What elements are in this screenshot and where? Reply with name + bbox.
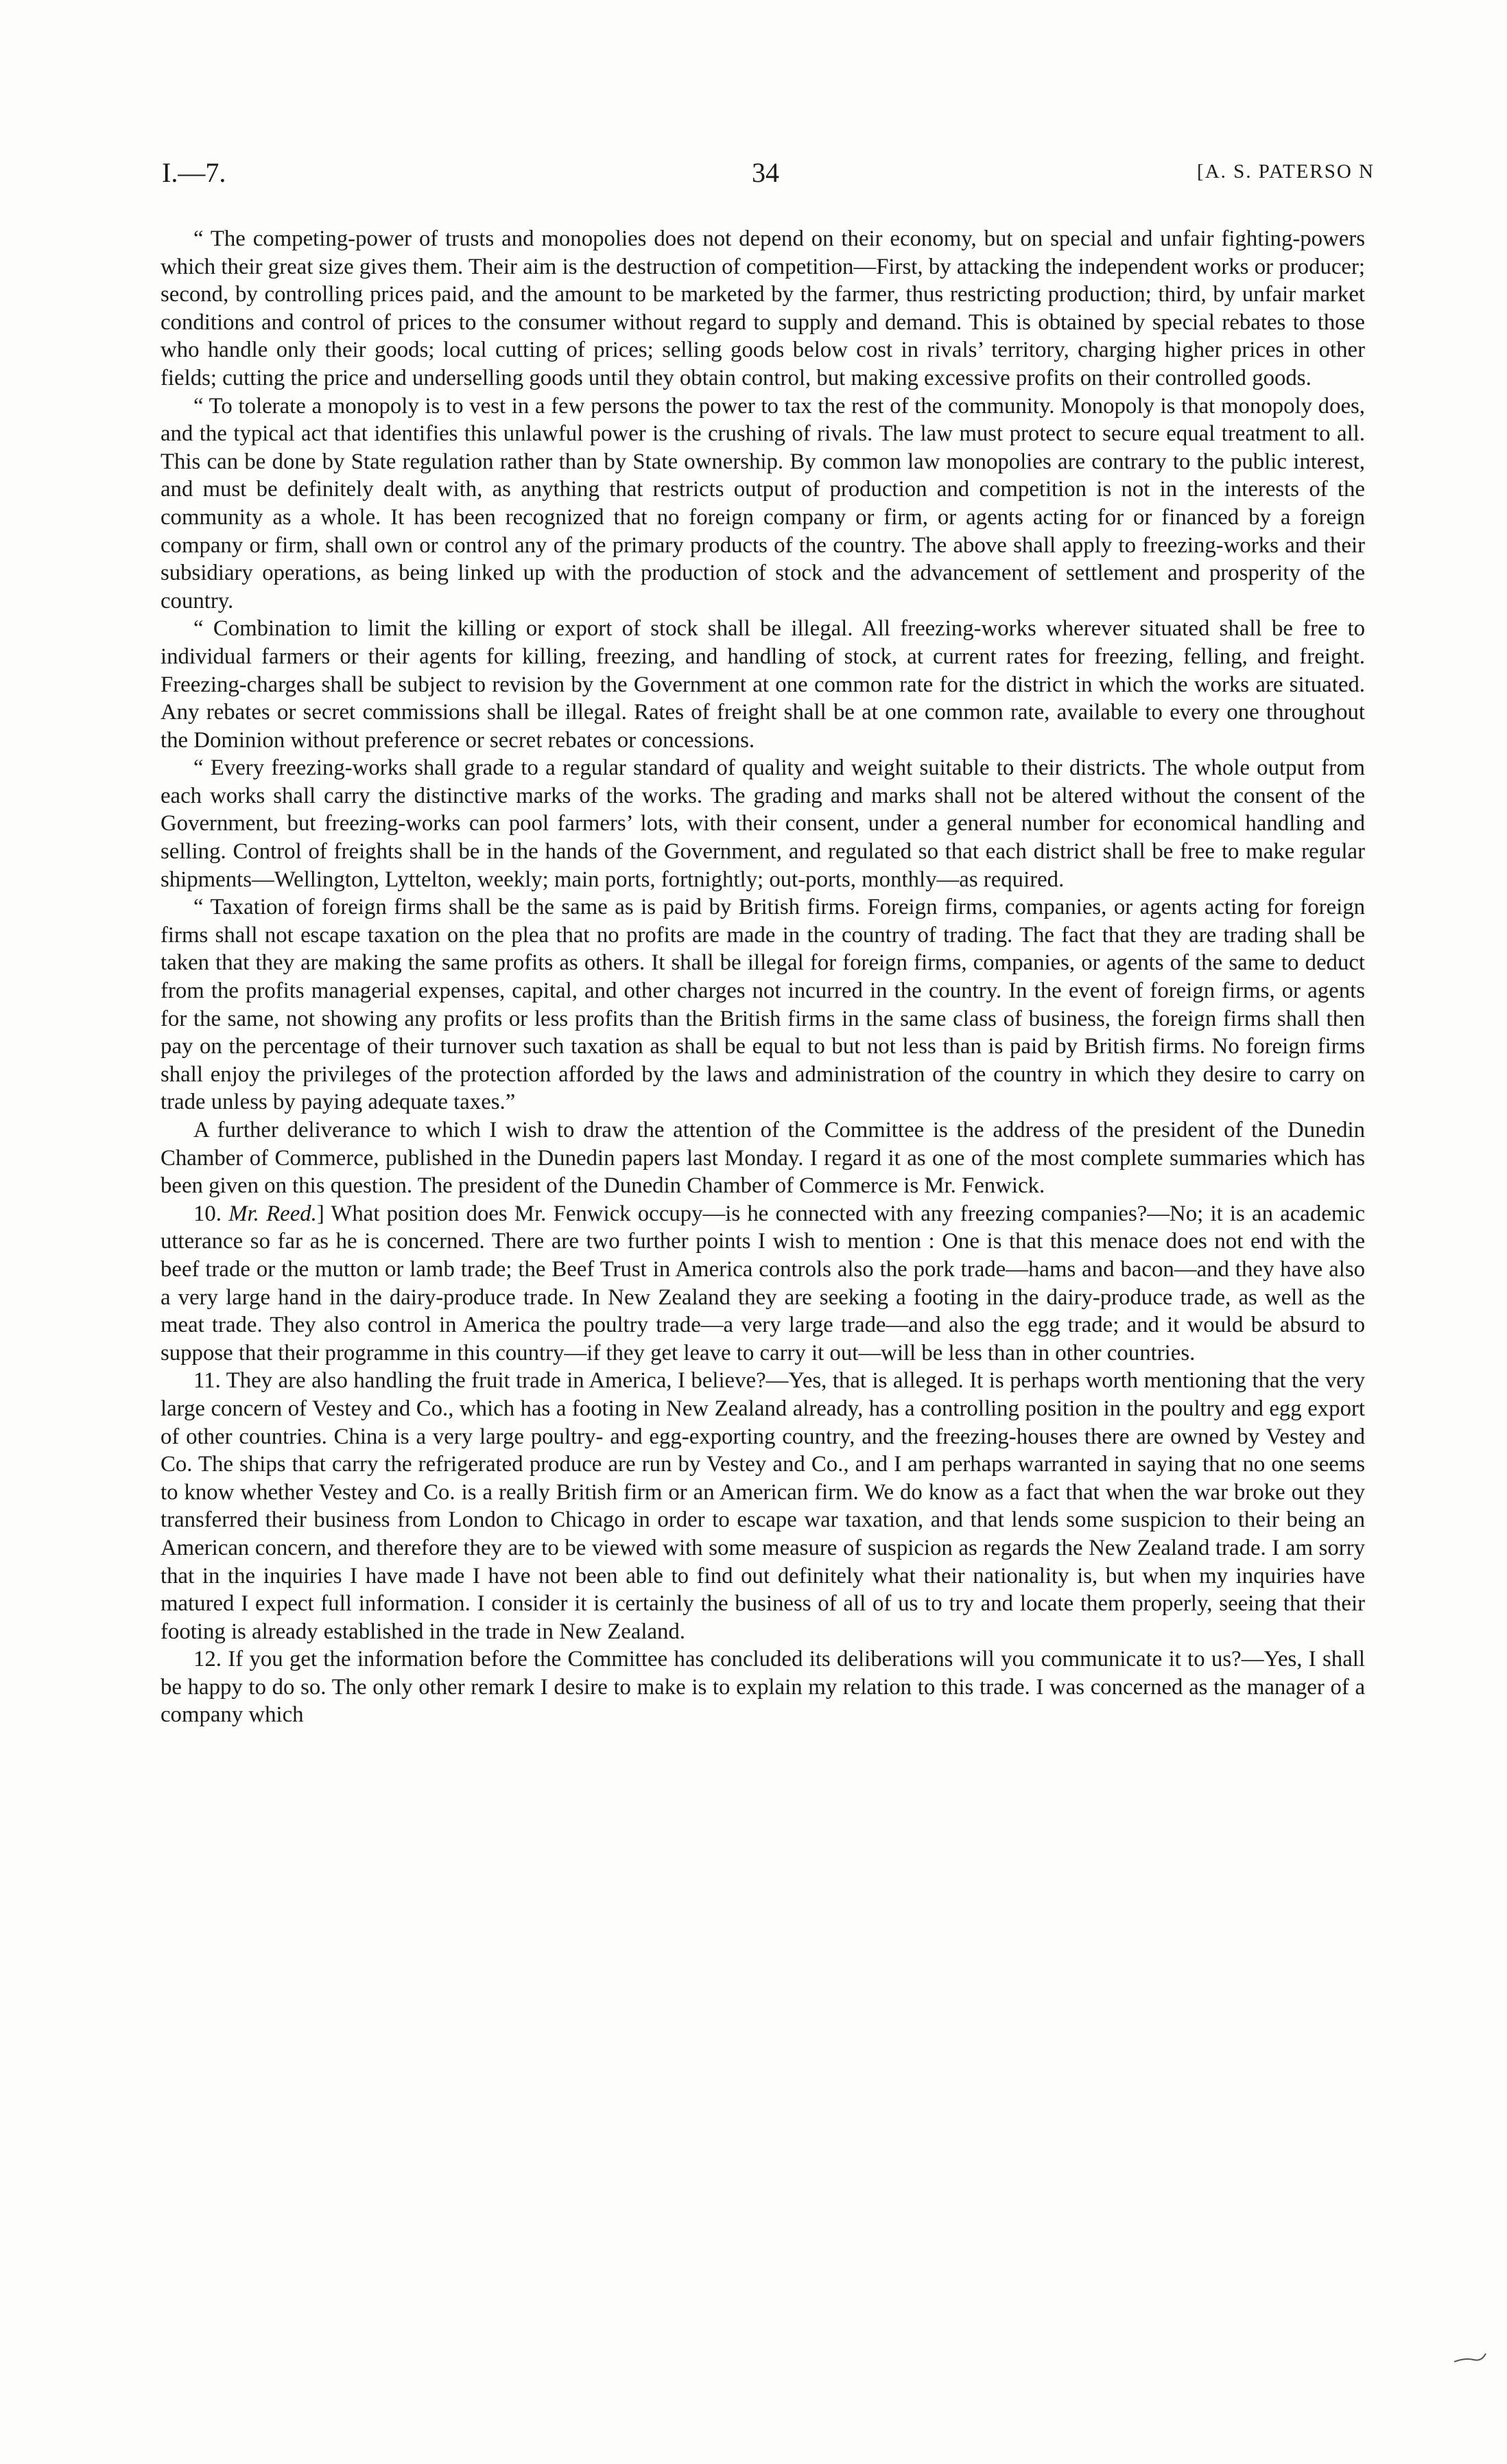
witness-reference: [A. S. PATERSO N xyxy=(1197,161,1375,183)
question-text: What position does Mr. Fenwick occupy—is he connected with any freezing companies?—No; it is an academic utterance so far as he is concerned. There are two further points I wish to mention : One is that this menace does not end with the beef trade or the mutton or lamb trade; the Beef Trust in America controls also the pork trade—hams and bacon—and they have also a very large hand in the dairy-produce trade. In New Zealand they are seeking a footing in the dairy-produce trade, as well as the meat trade. They also control in America the poultry trade—a very large trade—and also the egg trade; and it would be absurd to suppose that their programme in this country—if they get leave to carry it out—will be less than in other countries. xyxy=(161,1201,1366,1365)
question-number: 10. xyxy=(193,1201,222,1226)
question-bracket: ] xyxy=(316,1201,324,1226)
paragraph-deliverance: A further deliverance to which I wish to draw the attention of the Committee is the address of the president of the Dunedin Chamber of Commerce, published in the Dunedin papers last Monday. I regard it as one of the most complete summaries which has been given on this question. The president of the Dunedin Chamber of Commerce is Mr. Fenwick. xyxy=(161,1118,1365,1199)
paragraph-quote-2: “ To tolerate a monopoly is to vest in a few persons the power to tax the rest of the community. Monopoly is that monopoly does, and the typical act that identifies this unlawful power is the crushing of rivals. The law must protect to secure equal treatment to all. This can be done by State regulation rather than by State ownership. By common law monopolies are contrary to the public interest, and must be definitely dealt with, as anything that restricts output of production and competition is not in the interests of the community as a whole. It has been recognized that no foreign company or firm, or agents acting for or financed by a foreign company or firm, shall own or control any of the primary products of the country. The above shall apply to freezing-works and their subsidiary operations, as being linked up with the production of stock and the advancement of settlement and prosperity of the country. xyxy=(161,393,1365,613)
paragraph-quote-5: “ Taxation of foreign firms shall be the same as is paid by British firms. Foreign firms, companies, or agents acting for foreign firms shall not escape taxation on the plea that no profits are made in the country of trading. The fact that they are trading shall be taken that they are making the same profits as others. It shall be illegal for foreign firms, companies, or agents of the same to deduct from the profits managerial expenses, capital, and other charges not incurred in the country. In the event of foreign firms, or agents for the same, not showing any profits or less profits than the British firms in the same class of business, the foreign firms shall then pay on the percentage of their turnover such taxation as shall be equal to but not less than is paid by British firms. No foreign firms shall enjoy the privileges of the protection afforded by the laws and administration of the country in which they desire to carry on trade unless by paying adequate taxes.” xyxy=(161,895,1365,1115)
question-text: If you get the information before the Committee has concluded its deliberations will you communicate it to us?—Yes, I shall be happy to do so. The only other remark I desire to make is to explain my relation to this trade. I was concerned as the manager of a company which xyxy=(161,1647,1365,1728)
parliamentary-paper-reference: I.—7. xyxy=(162,157,226,188)
question-number: 12. xyxy=(193,1647,222,1672)
questioner-name: Mr. Reed. xyxy=(228,1201,317,1226)
page-number: 34 xyxy=(752,157,779,188)
question-12 xyxy=(161,1645,1365,1729)
paragraph-quote-4: “ Every freezing-works shall grade to a regular standard of quality and weight suitable to their districts. The whole output from each works shall carry the distinctive marks of the works. The grading and marks shall not be altered without the consent of the Government, but freezing-works can pool farmers’ lots, with their consent, under a general number for economical handling and selling. Control of freights shall be in the hands of the Government, and regulated so that each district shall be free to make regular shipments—Wellington, Lyttelton, weekly; main ports, fortnightly; out-ports, monthly—as required. xyxy=(161,755,1365,892)
question-11 xyxy=(161,1367,1365,1645)
paragraph-quote-1: “ The competing-power of trusts and monopolies does not depend on their economy, but on special and unfair fighting-powers which their great size gives them. Their aim is the destruction of competition—First, by attacking the independent works or producer; second, by controlling prices paid, and the amount to be marketed by the farmer, thus restricting production; third, by unfair market conditions and control of prices to the consumer without regard to supply and demand. This is obtained by special rebates to those who handle only their goods; local cutting of prices; selling goods below cost in rivals’ territory, charging higher prices in other fields; cutting the price and underselling goods until they obtain control, but making excessive profits on their controlled goods. xyxy=(161,226,1365,390)
paragraph-quote-3: “ Combination to limit the killing or export of stock shall be illegal. All freezing-works wherever situated shall be free to individual farmers or their agents for killing, freezing, and handling of stock, at current rates for freezing, felling, and freight. Freezing-charges shall be subject to revision by the Government at one common rate for the district in which the works are situated. Any rebates or secret commissions shall be illegal. Rates of freight shall be at one common rate, available to every one throughout the Dominion without preference or secret rebates or concessions. xyxy=(161,616,1365,753)
question-number: 11. xyxy=(193,1368,221,1394)
question-text: They are also handling the fruit trade in America, I believe?—Yes, that is alleged. It is perhaps worth mentioning that the very large concern of Vestey and Co., which has a footing in New Zealand already, has a controlling position in the poultry and egg export of other countries. China is a very large poultry- and egg-exporting country, and the freezing-houses there are owned by Vestey and Co. The ships that carry the refrigerated produce are run by Vestey and Co., and I am perhaps warranted in saying that no one seems to know whether Vestey and Co. is a really British firm or an American firm. We do know as a fact that when the war broke out they transferred their business from London to Chicago in order to escape war taxation, and that lends some suspicion to their being an American concern, and therefore they are to be viewed with some measure of suspicion as regards the New Zealand trade. I am sorry that in the inquiries I have made I have not been able to find out definitely what their nationality is, but when my inquiries have matured I expect full information. I consider it is certainly the business of all of us to try and locate them properly, seeing that their footing is already established in the trade in New Zealand. xyxy=(161,1368,1365,1644)
page-header xyxy=(162,156,1375,198)
pen-mark-icon xyxy=(1453,2351,1487,2365)
page-body xyxy=(161,225,1365,1729)
question-10 xyxy=(161,1200,1365,1368)
